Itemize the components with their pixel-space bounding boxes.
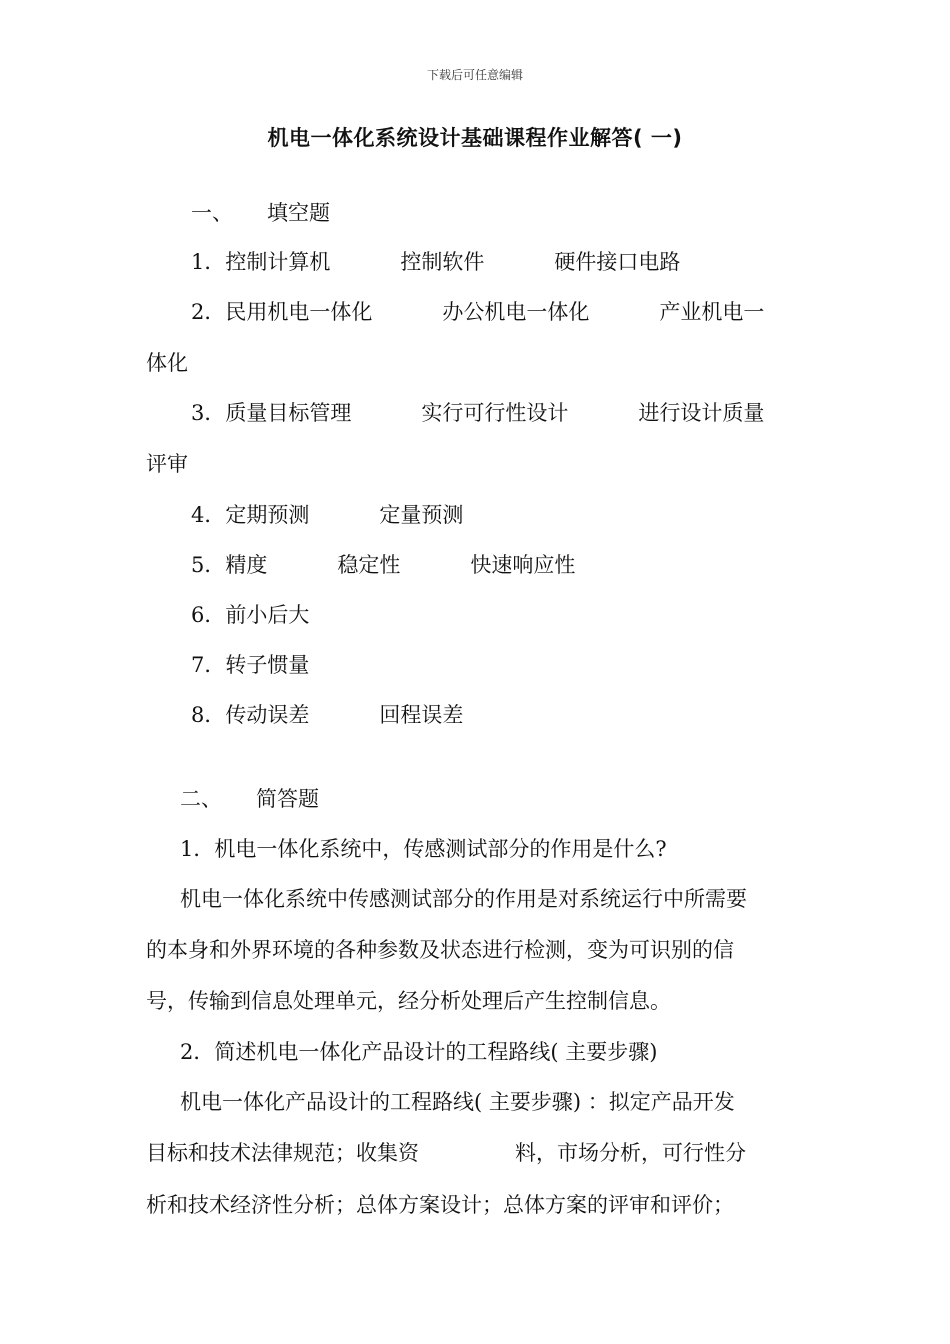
list-item [191, 600, 853, 630]
answer-part: 转子惯量 [225, 653, 310, 677]
answer-part: 稳定性 [337, 553, 401, 577]
answer-part: 实行可行性设计 [421, 401, 569, 425]
section2-heading-num: 二、 [180, 787, 222, 811]
question-2: 2．简述机电一体化产品设计的工程路线( 主要步骤) [180, 1040, 658, 1064]
answer-part: 前小后大 [225, 603, 310, 627]
answer-1-line: 的本身和外界环境的各种参数及状态进行检测，变为可识别的信 [146, 938, 734, 962]
answer-part: 控制计算机 [225, 250, 331, 274]
section1-heading-text: 填空题 [267, 201, 330, 225]
list-item-continuation: 体化 [146, 351, 188, 375]
answer-2-segment: 目标和技术法律规范；收集资 [146, 1141, 419, 1165]
answer-part: 硬件接口电路 [554, 250, 681, 274]
answer-2-line: 析和技术经济性分析；总体方案设计；总体方案的评审和评价； [146, 1193, 734, 1217]
list-item [191, 297, 853, 327]
list-item [191, 550, 853, 580]
answer-2-segment: 料，市场分析，可行性分 [515, 1141, 746, 1165]
section2-heading-text: 简答题 [256, 787, 319, 811]
answer-part: 定期预测 [225, 503, 310, 527]
answer-1-line: 号，传输到信息处理单元，经分析处理后产生控制信息。 [146, 989, 671, 1013]
answer-part: 产业机电一 [659, 300, 765, 324]
section2-heading [180, 784, 842, 814]
answer-part: 回程误差 [379, 703, 464, 727]
section1-heading [191, 198, 853, 228]
item-number: 8． [191, 703, 226, 727]
answer-2-line: 机电一体化产品设计的工程路线( 主要步骤) ：拟定产品开发 [180, 1090, 735, 1114]
item-number: 4． [191, 503, 226, 527]
item-number: 3． [191, 401, 226, 425]
answer-1-line: 机电一体化系统中传感测试部分的作用是对系统运行中所需要 [180, 887, 747, 911]
answer-part: 进行设计质量 [638, 401, 765, 425]
list-item [191, 650, 853, 680]
page-title: 机电一体化系统设计基础课程作业解答( 一) [267, 126, 683, 150]
item-number: 5． [191, 553, 226, 577]
question-1: 1．机电一体化系统中，传感测试部分的作用是什么? [180, 837, 667, 861]
item-number: 6． [191, 603, 226, 627]
answer-part: 质量目标管理 [225, 401, 352, 425]
list-item [191, 247, 853, 277]
answer-part: 传动误差 [225, 703, 310, 727]
item-number: 7． [191, 653, 226, 677]
answer-part: 精度 [225, 553, 268, 577]
section1-heading-num: 一、 [191, 201, 233, 225]
answer-2-line [146, 1138, 808, 1168]
list-item [191, 500, 853, 530]
item-number: 2． [191, 300, 226, 324]
answer-part: 民用机电一体化 [225, 300, 373, 324]
answer-part: 定量预测 [379, 503, 464, 527]
page-header: 下载后可任意编辑 [426, 68, 523, 82]
answer-part: 快速响应性 [470, 553, 576, 577]
list-item-continuation: 评审 [146, 452, 188, 476]
list-item [191, 398, 853, 428]
list-item [191, 700, 853, 730]
answer-part: 办公机电一体化 [442, 300, 590, 324]
item-number: 1． [191, 250, 226, 274]
answer-part: 控制软件 [400, 250, 485, 274]
